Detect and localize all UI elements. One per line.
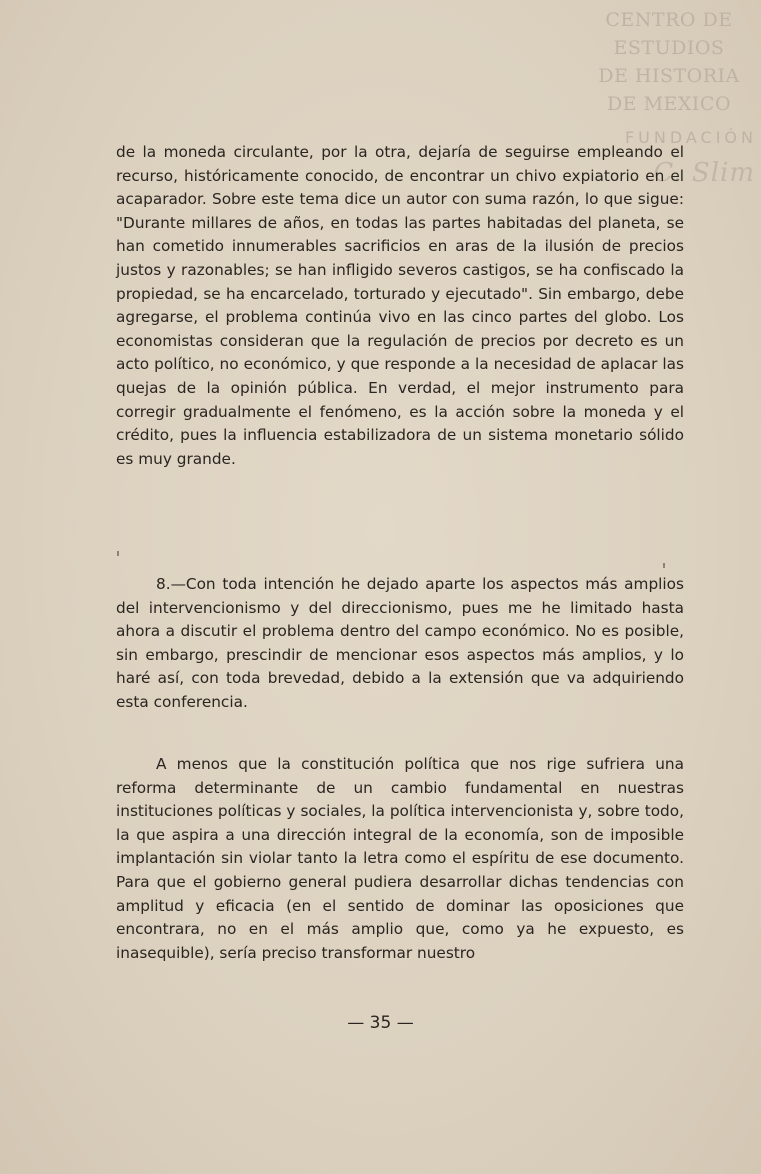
- paragraph-continuation: [116, 141, 684, 471]
- watermark-line: ESTUDIOS: [613, 37, 725, 59]
- page-number: — 35 —: [347, 1013, 414, 1033]
- watermark-archive-stamp: [589, 6, 749, 118]
- watermark-line: DE HISTORIA: [598, 65, 740, 87]
- watermark-foundation: FUNDACIÓN: [624, 128, 757, 147]
- paragraph-constitution: [116, 753, 684, 965]
- body-paragraph: A menos que la constitución política que nos rige sufriera una reforma determinante de un cambio fundamental en nuestras instituciones políticas y sociales, la política intervencionista y, sobre todo, la que aspira a una dirección integral de la economía, son de imposible implantación sin violar tanto la letra como el espíritu de ese documento. Para que el gobierno general pudiera desarrollar dichas tendencias con amplitud y eficacia (en el sentido de dominar las oposiciones que encontrara, no en el más amplio que, como ya he expuesto, es inasequible), sería preciso transformar nuestro: [116, 755, 684, 962]
- scan-speck: [663, 563, 665, 568]
- body-paragraph: de la moneda circulante, por la otra, dejaría de seguirse empleando el recurso, históricamente conocido, de encontrar un chivo expiatorio en el acaparador. Sobre este tema dice un autor con suma razón, lo que sigue: "Durante millares de años, en todas las partes habitadas del planeta, se han cometido innumerables sacrificios en aras de la ilusión de precios justos y razonables; se han infligido severos castigos, se ha confiscado la propiedad, se ha encarcelado, torturado y ejecutado". Sin embargo, debe agregarse, el problema continúa vivo en las cinco partes del globo. Los economistas consideran que la regulación de precios por decreto es un acto político, no económico, y que responde a la necesidad de aplacar las quejas de la opinión pública. En verdad, el mejor instrumento para corregir gradualmente el fenómeno, es la acción sobre la moneda y el crédito, pues la influencia estabilizadora de un sistema monetario sólido es muy grande.: [116, 143, 684, 468]
- watermark-signature: C. Slim: [653, 158, 755, 188]
- body-paragraph: 8.—Con toda intención he dejado aparte los aspectos más amplios del intervencionismo y del direccionismo, pues me he limitado hasta ahora a discutir el problema dentro del campo económico. No es posible, sin embargo, prescindir de mencionar esos aspectos más amplios, y lo haré así, con toda brevedad, debido a la extensión que va adquiriendo esta conferencia.: [116, 575, 684, 711]
- paragraph-section-8: [116, 573, 684, 715]
- scan-speck: [117, 551, 119, 556]
- watermark-line: CENTRO DE: [605, 9, 733, 31]
- watermark-line: DE MEXICO: [606, 93, 732, 115]
